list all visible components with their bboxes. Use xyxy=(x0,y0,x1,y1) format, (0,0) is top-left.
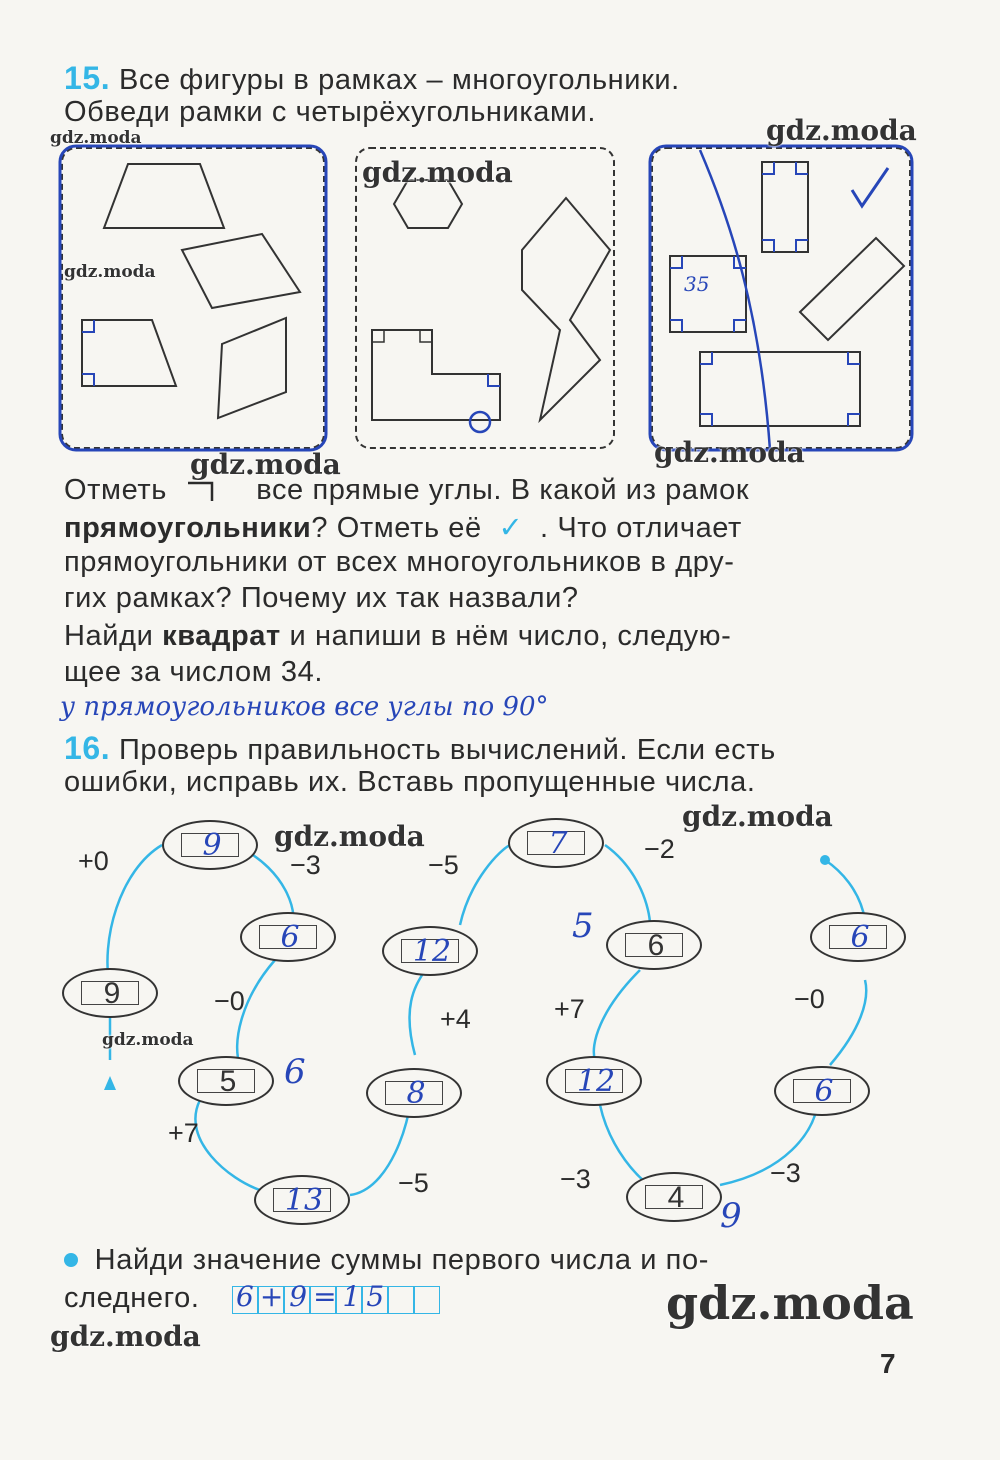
watermark: gdz.moda xyxy=(64,262,156,282)
rhomboid-shape xyxy=(218,318,286,418)
operation-label: −2 xyxy=(644,834,675,864)
correction-5: 5 xyxy=(572,906,594,946)
sum-question-text: Найди значение суммы первого числа и по- xyxy=(94,1244,709,1276)
chain-node-6-a xyxy=(240,912,336,962)
chain-node-value: 9 xyxy=(103,977,121,1010)
bullet-icon xyxy=(64,1253,78,1267)
rectangles-word: прямоугольники xyxy=(64,512,312,544)
chain-node-value: 6 xyxy=(850,920,870,955)
frame-1 xyxy=(60,146,326,450)
task16-line1-text: Проверь правильность вычислений. Если есть xyxy=(118,734,776,766)
task15-number: 15. xyxy=(64,60,111,96)
operation-label: +7 xyxy=(554,994,585,1024)
chain-node-6-c xyxy=(774,1066,870,1116)
handwritten-answer: у прямоугольников все углы по 90° xyxy=(60,692,549,722)
chain-node-value: 5 xyxy=(219,1065,237,1098)
chain-node-5 xyxy=(178,1056,274,1106)
chain-node-value: 4 xyxy=(667,1181,685,1214)
watermark: gdz.moda xyxy=(102,1030,194,1050)
page-number: 7 xyxy=(880,1348,896,1379)
arrow-polygon-shape xyxy=(522,198,610,420)
correction-9: 9 xyxy=(720,1196,742,1236)
watermark: gdz.moda xyxy=(274,820,425,853)
chain-node-value: 6 xyxy=(280,920,300,955)
task15-text-e: гих рамках? Почему их так назвали? xyxy=(64,582,579,614)
frame-2 xyxy=(356,148,614,448)
chain-node-7 xyxy=(508,818,604,868)
task16-line1 xyxy=(64,730,776,767)
watermark: gdz.moda xyxy=(666,1276,914,1330)
checkmark-icon: ✓ xyxy=(498,512,524,544)
chain-node-12-a xyxy=(382,926,478,976)
chain-node-9-top xyxy=(162,820,258,870)
task15-line1-text: Все фигуры в рамках – многоугольники. xyxy=(118,64,680,96)
chain-node-13 xyxy=(254,1175,350,1225)
chain-node-9-left xyxy=(62,968,158,1018)
right-trapezoid-shape xyxy=(82,320,176,386)
chain-node-value: 13 xyxy=(284,1183,324,1218)
frame-3 xyxy=(650,146,912,450)
task15-text-a xyxy=(64,474,749,507)
watermark: gdz.moda xyxy=(682,800,833,833)
chain-node-value: 9 xyxy=(202,828,222,863)
task15-text-b: все прямые углы. В какой из рамок xyxy=(256,474,750,506)
square-word: квадрат xyxy=(162,620,281,652)
correction-6: 6 xyxy=(284,1052,306,1092)
mark-word: Отметь xyxy=(64,474,167,506)
chain-node-value: 6 xyxy=(814,1074,834,1109)
operation-label: −0 xyxy=(794,984,825,1014)
chain-node-value: 6 xyxy=(647,929,665,962)
task15-text-c-end: . Что отличает xyxy=(540,512,742,544)
watermark: gdz.moda xyxy=(362,156,513,189)
task16-number: 16. xyxy=(64,730,111,766)
operation-label: −3 xyxy=(770,1158,801,1188)
chain-node-value: 12 xyxy=(412,934,452,969)
operation-label: −3 xyxy=(290,850,321,880)
trapezoid-shape xyxy=(104,164,224,228)
task15-text-f xyxy=(64,620,731,653)
chain-node-value: 7 xyxy=(548,826,568,861)
chain-node-value: 8 xyxy=(406,1076,426,1111)
task15-line2: Обведи рамки с четырёхугольниками. xyxy=(64,96,596,128)
sum-question-line2: следнего. xyxy=(64,1282,200,1314)
square-answer: 35 xyxy=(684,272,710,296)
task15-text-f-end: и напиши в нём число, следую- xyxy=(289,620,732,652)
operation-label: −5 xyxy=(428,850,459,880)
horizontal-rectangle-shape xyxy=(700,352,860,426)
sum-answer: 6+9=15 xyxy=(236,1280,391,1313)
chain-node-6-b xyxy=(606,920,702,970)
parallelogram-shape xyxy=(182,234,300,308)
chain-paths xyxy=(0,800,1000,1240)
operation-label: +0 xyxy=(78,846,109,876)
operation-label: −5 xyxy=(398,1168,429,1198)
chain-node-4 xyxy=(626,1172,722,1222)
vertical-rectangle-shape xyxy=(762,162,808,252)
watermark: gdz.moda xyxy=(190,448,341,481)
chain-node-value: 12 xyxy=(576,1064,616,1099)
watermark: gdz.moda xyxy=(766,114,917,147)
task15-text-c xyxy=(64,510,742,545)
task15-line1 xyxy=(64,60,680,97)
sum-question-line1 xyxy=(64,1244,709,1277)
watermark: gdz.moda xyxy=(654,436,805,469)
operation-label: −3 xyxy=(560,1164,591,1194)
chain-node-12-b xyxy=(546,1056,642,1106)
watermark: gdz.moda xyxy=(50,1320,201,1353)
task15-text-g: щее за числом 34. xyxy=(64,656,324,688)
task16-line2: ошибки, исправь их. Вставь пропущенные числа. xyxy=(64,766,756,798)
tilted-rectangle-shape xyxy=(800,238,904,340)
chain-node-6-d xyxy=(810,912,906,962)
task15-text-d: прямоугольники от всех многоугольников в дру- xyxy=(64,546,735,578)
task15-text-c-mid: ? Отметь её xyxy=(311,512,482,544)
task15-text-f-start: Найди xyxy=(64,620,154,652)
watermark: gdz.moda xyxy=(50,128,142,148)
chain-node-8 xyxy=(366,1068,462,1118)
operation-label: −0 xyxy=(214,986,245,1016)
operation-label: +7 xyxy=(168,1118,199,1148)
operation-label: +4 xyxy=(440,1004,471,1034)
l-shape xyxy=(372,330,500,420)
